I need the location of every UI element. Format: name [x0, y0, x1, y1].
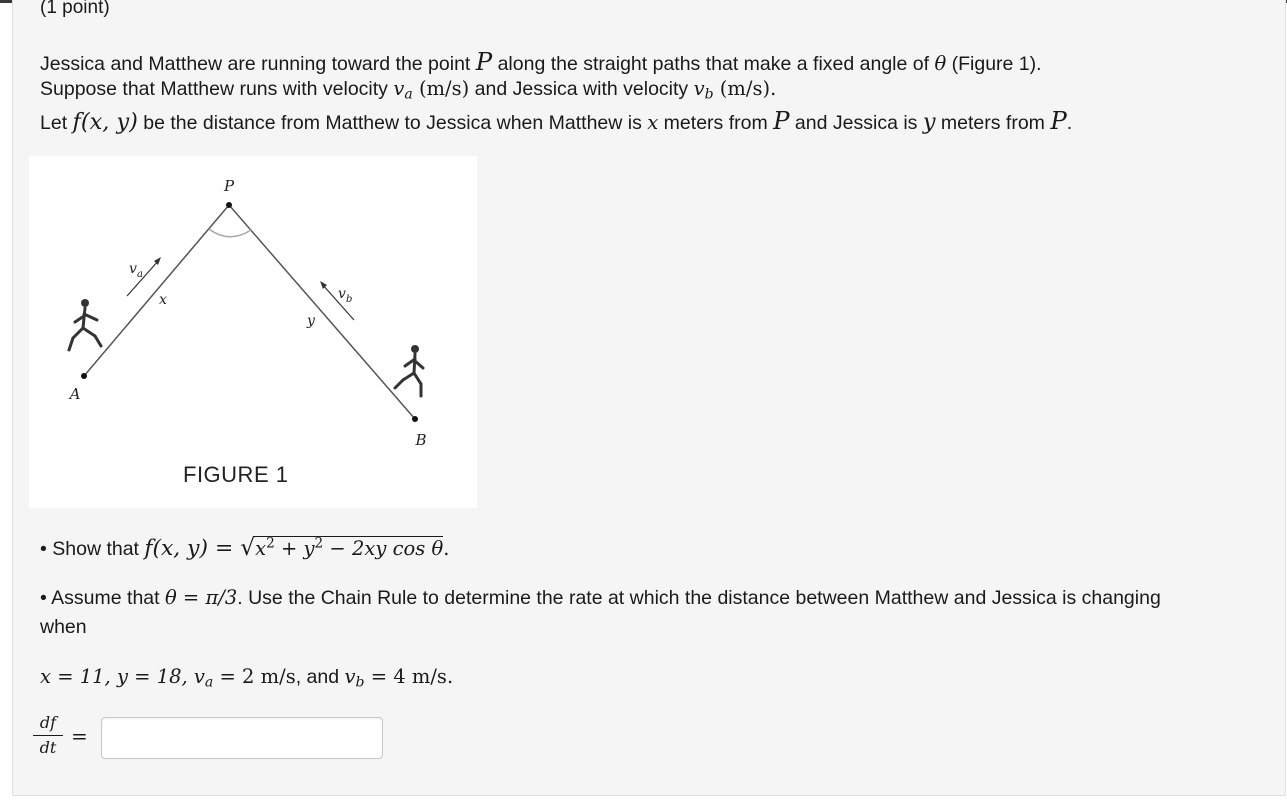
point-a-dot [81, 373, 87, 379]
equals-sign: = [71, 724, 88, 748]
intro-line-2: Suppose that Matthew runs with velocity $v_a$ (m/s) and Jessica with velocity $v_b$ (m/s). [40, 77, 777, 103]
label-va-sub: a [137, 269, 143, 280]
answer-row [31, 712, 391, 764]
intro-line-3: Let f(x, y) be the distance from Matthew to Jessica when Matthew is x meters from P and Jessica is y meters from P. [40, 106, 1073, 135]
given-values: x = 11, y = 18, $v_a = 2$ m/s, and $v_b = 4$ m/s. [40, 665, 454, 691]
bullet-assume: • Assume that θ = π/3. Use the Chain Rule to determine the rate at which the distance between Matthew and Jessica is changing [40, 586, 1161, 609]
label-va: v [129, 261, 137, 277]
sqrt-expression: $x^2 + y^2 - 2xy$ cos θ [255, 535, 444, 560]
df-dt-fraction: df dt [31, 714, 65, 757]
answer-input[interactable] [101, 717, 383, 759]
label-b: B [415, 431, 427, 449]
runner-matthew-icon [69, 299, 101, 350]
label-p: P [223, 177, 235, 195]
figure-diagram [29, 156, 477, 508]
label-y: y [307, 313, 315, 329]
figure-caption: FIGURE 1 [183, 462, 289, 487]
label-x: x [159, 292, 167, 308]
points-label: (1 point) [40, 0, 110, 18]
point-p-dot [226, 202, 232, 208]
bullet-show-that: • Show that f(x, $y) = √x^2 + y^2 - 2xy$ cos θ. [40, 533, 450, 561]
runner-jessica-icon [395, 345, 423, 396]
bullet-assume-line-2: when [40, 616, 87, 638]
problem-panel [12, 0, 1286, 796]
label-vb: v [338, 286, 346, 302]
path-b-line [229, 205, 415, 419]
path-a-line [84, 205, 229, 376]
label-a: A [69, 385, 81, 403]
figure-1 [29, 156, 477, 508]
intro-line-1: Jessica and Matthew are running toward the point P along the straight paths that make a fixed angle of θ (Figure 1). [40, 47, 1042, 76]
point-b-dot [412, 416, 418, 422]
angle-arc [209, 229, 251, 237]
label-vb-sub: b [346, 294, 353, 305]
